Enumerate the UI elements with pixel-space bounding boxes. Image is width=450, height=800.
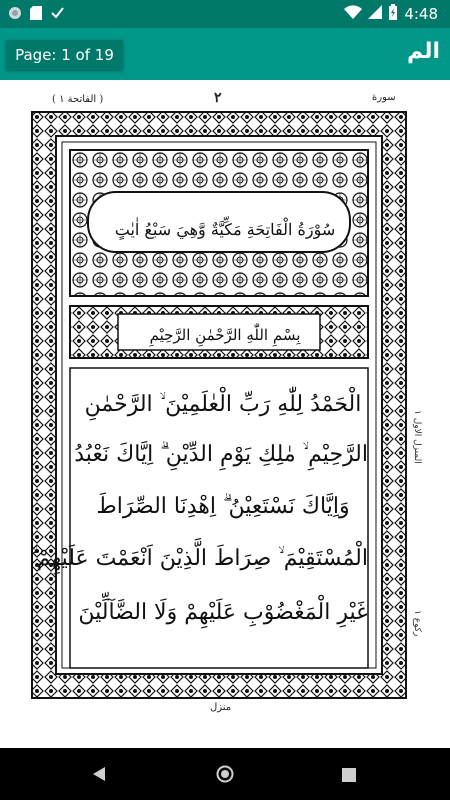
verse-line-5: غَيْرِ الْمَغْضُوْبِ عَلَيْهِمْ وَلَا الضَّآلِّيْنَ bbox=[78, 600, 368, 625]
notification-circle-icon bbox=[8, 5, 22, 24]
verse-line-4: الْمُسْتَقِيْمَ ۙ صِرَاطَ الَّذِيْنَ اَنْعَمْتَ عَلَيْهِمْ ۙ bbox=[31, 546, 368, 571]
back-icon[interactable] bbox=[92, 766, 106, 786]
page-header-surah-name: ( الفاتحة ١ ) bbox=[52, 94, 104, 105]
battery-charging-icon bbox=[388, 4, 398, 24]
verse-line-1: الْحَمْدُ لِلّٰهِ رَبِّ الْعٰلَمِيْنَ ۙ الرَّحْمٰنِ bbox=[84, 392, 362, 417]
page-selector-button[interactable]: Page: 1 of 19 bbox=[6, 40, 123, 70]
page-footer-label: منزل bbox=[210, 702, 232, 713]
verse-line-3: وَاِيَّاكَ نَسْتَعِيْنُ ۗ اِهْدِنَا الصِّرَاطَ bbox=[96, 494, 350, 519]
bismillah: بِسْمِ اللّٰهِ الرَّحْمٰنِ الرَّحِيْمِ bbox=[149, 326, 301, 344]
quran-page-view[interactable] bbox=[0, 80, 450, 748]
app-title: الم bbox=[406, 39, 440, 64]
home-icon[interactable] bbox=[216, 765, 234, 787]
surah-title: سُوْرَةُ الْفَاتِحَةِ مَكِّيَّةٌ وَّهِيَ سَبْعُ اٰيٰتٍ bbox=[114, 220, 336, 239]
sd-card-icon bbox=[30, 5, 42, 24]
check-icon bbox=[50, 5, 64, 24]
manzil-marker: المنزل الاول ١ bbox=[412, 410, 422, 464]
cell-signal-icon bbox=[368, 5, 382, 23]
system-navigation-bar bbox=[0, 748, 450, 800]
status-bar bbox=[0, 0, 450, 28]
ruku-marker: ركوع ١ bbox=[412, 610, 422, 637]
page-number: ٢ bbox=[214, 90, 222, 106]
app-bar bbox=[0, 28, 450, 80]
recents-icon[interactable] bbox=[342, 767, 356, 786]
clock: 4:48 bbox=[404, 5, 438, 23]
verse-line-2: الرَّحِيْمِ ۙ مٰلِكِ يَوْمِ الدِّيْنِ ۗ اِيَّاكَ نَعْبُدُ bbox=[74, 442, 368, 467]
wifi-icon bbox=[344, 5, 362, 23]
page-header-label: سورة bbox=[372, 92, 396, 103]
